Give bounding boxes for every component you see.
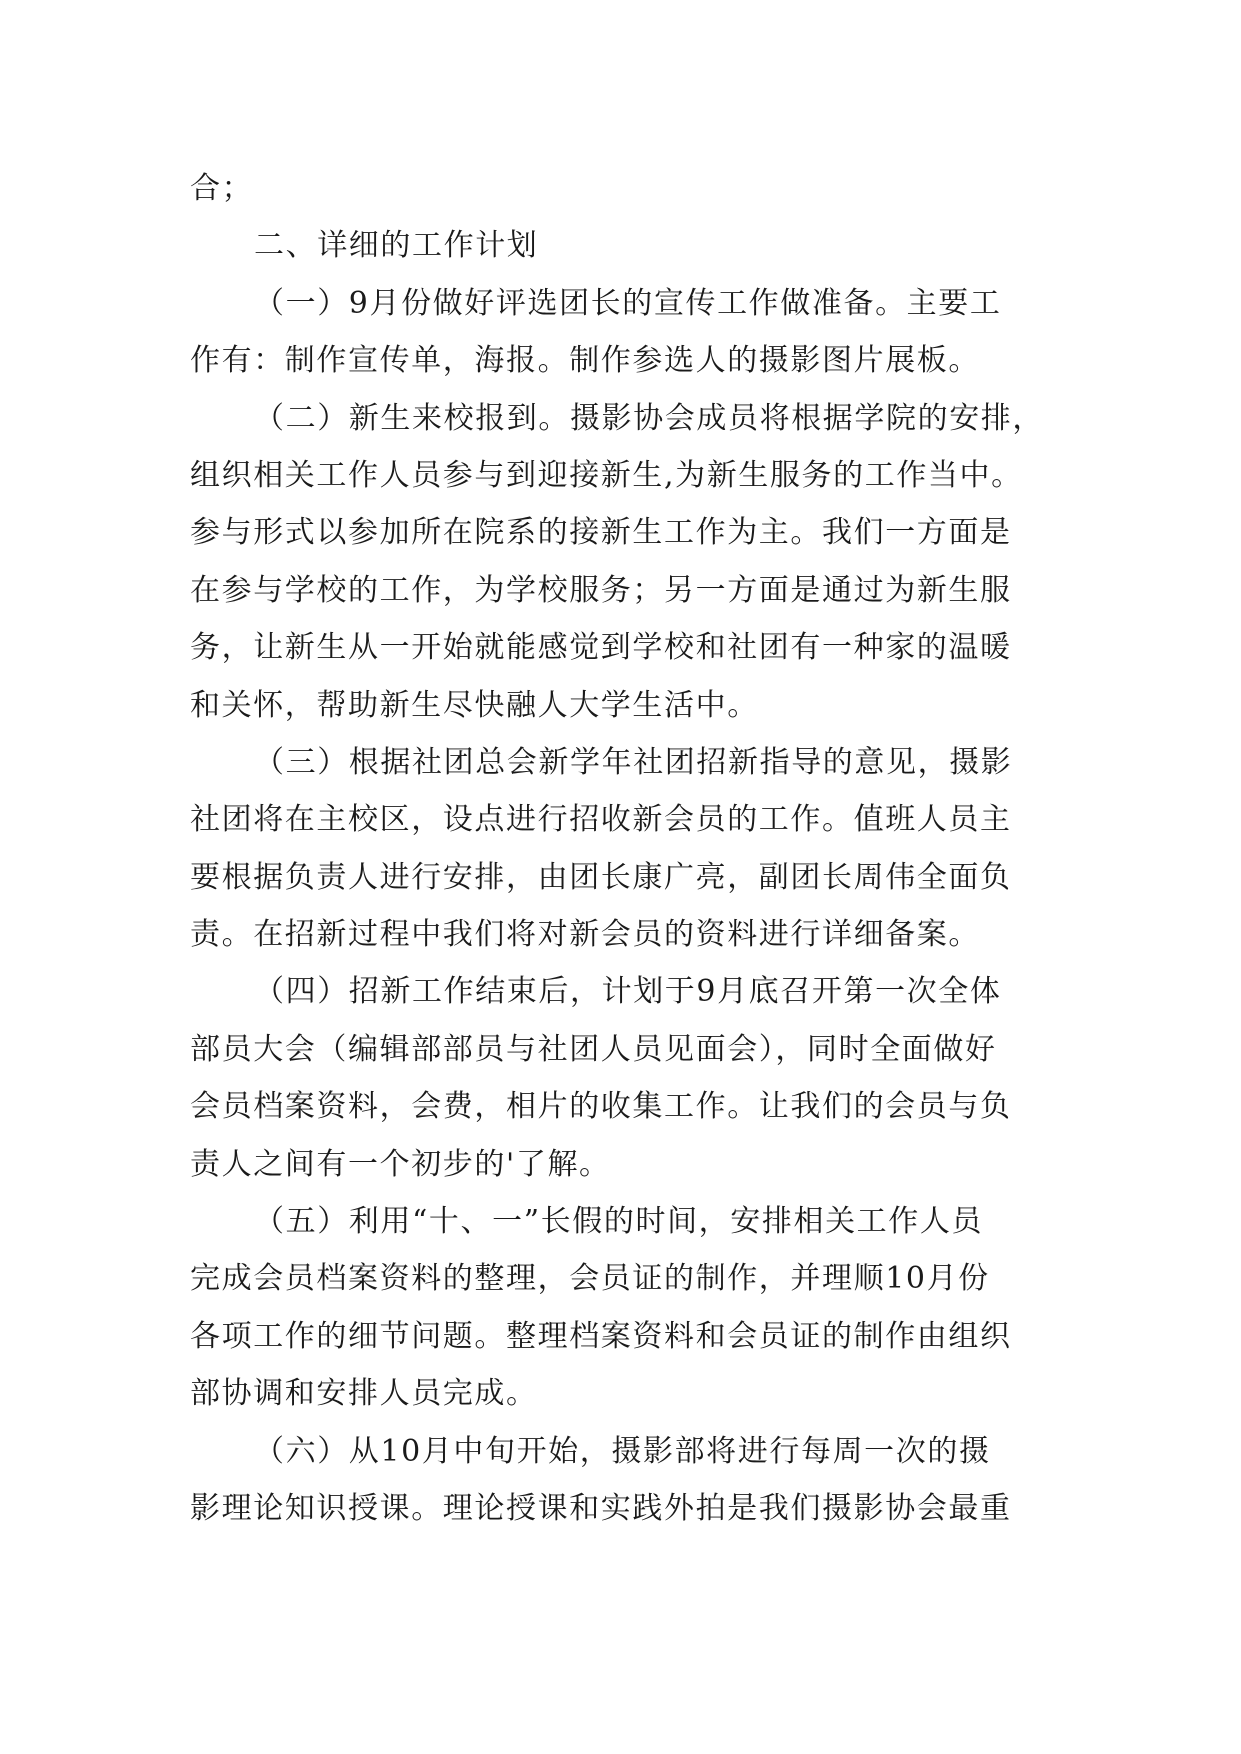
section-heading: 二、详细的工作计划: [254, 228, 539, 264]
paragraph-line: 影理论知识授课。理论授课和实践外拍是我们摄影协会最重: [190, 1490, 1012, 1526]
paragraph-line: （六）从10月中旬开始，摄影部将进行每周一次的摄: [254, 1433, 991, 1469]
paragraph-line: 责人之间有一个初步的'了解。: [190, 1146, 611, 1182]
paragraph-line: 责。在招新过程中我们将对新会员的资料进行详细备案。: [190, 917, 980, 953]
paragraph-line: 组织相关工作人员参与到迎接新生,为新生服务的工作当中。: [190, 457, 1023, 493]
paragraph-line: （一）9月份做好评选团长的宣传工作做准备。主要工: [254, 285, 1002, 321]
paragraph-line: 作有：制作宣传单，海报。制作参选人的摄影图片展板。: [190, 343, 980, 379]
paragraph-line: 在参与学校的工作，为学校服务；另一方面是通过为新生服: [190, 572, 1012, 608]
paragraph-line: （三）根据社团总会新学年社团招新指导的意见，摄影: [254, 744, 1013, 780]
paragraph-line: 和关怀，帮助新生尽快融人大学生活中。: [190, 687, 759, 723]
paragraph-line: 部员大会（编辑部部员与社团人员见面会），同时全面做好: [190, 1031, 997, 1067]
paragraph-line: 社团将在主校区，设点进行招收新会员的工作。值班人员主: [190, 802, 1012, 838]
paragraph-line: 部协调和安排人员完成。: [190, 1376, 538, 1412]
text-line: 合；: [190, 171, 254, 206]
paragraph-line: 参与形式以参加所在院系的接新生工作为主。我们一方面是: [190, 515, 1012, 551]
paragraph-line: 要根据负责人进行安排，由团长康广亮，副团长周伟全面负: [190, 859, 1012, 895]
paragraph-line: （四）招新工作结束后，计划于9月底召开第一次全体: [254, 974, 1002, 1010]
paragraph-line: （五）利用“十、一”长假的时间，安排相关工作人员: [254, 1204, 984, 1240]
paragraph-line: （二）新生来校报到。摄影协会成员将根据学院的安排，: [254, 400, 1044, 436]
paragraph-line: 各项工作的细节问题。整理档案资料和会员证的制作由组织: [190, 1318, 1012, 1354]
document-body: [190, 160, 1046, 1537]
paragraph-line: 完成会员档案资料的整理，会员证的制作，并理顺10月份: [190, 1261, 990, 1297]
paragraph-line: 会员档案资料，会费，相片的收集工作。让我们的会员与负: [190, 1089, 1012, 1125]
paragraph-line: 务，让新生从一开始就能感觉到学校和社团有一种家的温暖: [190, 630, 1012, 666]
